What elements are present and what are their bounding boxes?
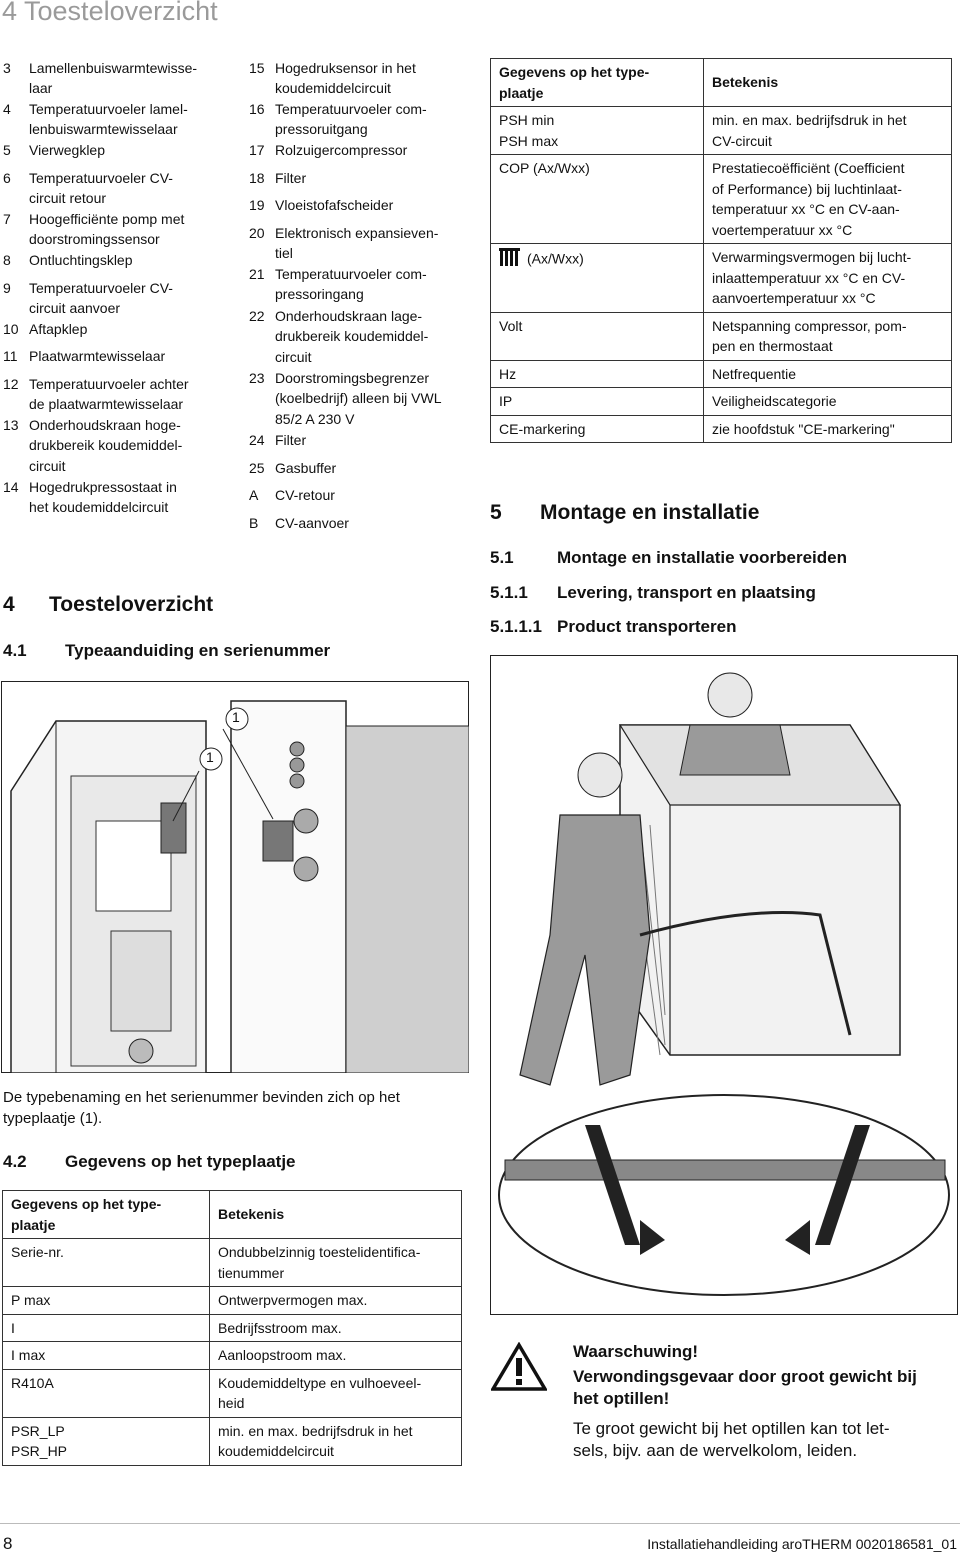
- item-number: 19: [249, 197, 265, 213]
- typeplate-table-b: [490, 58, 952, 443]
- table-row: [491, 155, 952, 244]
- warning-title: Waarschuwing!: [573, 1342, 698, 1361]
- section-title: Product transporteren: [557, 617, 737, 636]
- table-cell: Veiligheidscategorie: [704, 388, 952, 416]
- section-heading-4-1: [3, 641, 330, 661]
- item-number: 13: [3, 417, 19, 433]
- table-cell: PSH min PSH max: [491, 107, 704, 155]
- component-list-col2: [249, 58, 474, 538]
- table-cell: Bedrijfsstroom max.: [210, 1314, 462, 1342]
- item-text: CV-retour: [275, 487, 335, 503]
- figure-typeplate-location: [1, 681, 469, 1073]
- table-cell: I: [3, 1314, 210, 1342]
- table-cell: min. en max. bedrijfsdruk in het koudemiddelcircuit: [210, 1417, 462, 1465]
- table-header-cell: Betekenis: [210, 1191, 462, 1239]
- table-cell: Netfrequentie: [704, 360, 952, 388]
- item-number: 16: [249, 101, 265, 117]
- item-number: 18: [249, 170, 265, 186]
- table-cell: Ondubbelzinnig toestelidentifica- tienummer: [210, 1239, 462, 1287]
- callout-label: 1: [206, 749, 214, 765]
- table-cell: zie hoofdstuk "CE-markering": [704, 415, 952, 443]
- table-cell: P max: [3, 1287, 210, 1315]
- section-number: 5.1.1.1: [490, 617, 542, 636]
- item-text: Gasbuffer: [275, 460, 337, 476]
- item-number: 23: [249, 370, 265, 386]
- section-heading-4: [3, 593, 213, 617]
- table-row: [3, 1314, 462, 1342]
- table-header-cell: Gegevens op het type- plaatje: [491, 59, 704, 107]
- item-number: 4: [3, 101, 11, 117]
- item-number: 10: [3, 321, 19, 337]
- section-number: 5: [490, 501, 502, 524]
- page-header: [0, 0, 960, 36]
- callout-label: 1: [232, 709, 240, 725]
- item-number: 21: [249, 266, 265, 282]
- item-text: Temperatuurvoeler achter de plaatwarmtewisselaar: [29, 376, 189, 413]
- figure-transport-illustration: [490, 655, 958, 1315]
- item-number: 5: [3, 142, 11, 158]
- table-cell: Prestatiecoëfficiënt (Coefficient of Performance) bij luchtinlaat- temperatuur xx °C en CV-aan- voertemperatuur xx °C: [704, 155, 952, 244]
- table-row: [491, 415, 952, 443]
- item-number: 22: [249, 308, 265, 324]
- section-number: 5.1.1: [490, 583, 528, 602]
- section-heading-5-1-1: [490, 583, 816, 603]
- item-text: Doorstromingsbegrenzer (koelbedrijf) alleen bij VWL 85/2 A 230 V: [275, 370, 442, 427]
- table-cell: COP (Ax/Wxx): [491, 155, 704, 244]
- table-row: [491, 360, 952, 388]
- section-title: Gegevens op het typeplaatje: [65, 1152, 296, 1171]
- item-number: 20: [249, 225, 265, 241]
- item-text: Aftapklep: [29, 321, 88, 337]
- item-number: 9: [3, 280, 11, 296]
- item-text: Ontluchtingsklep: [29, 252, 133, 268]
- item-text: Temperatuurvoeler com- pressoruitgang: [275, 101, 427, 138]
- table-cell: Serie-nr.: [3, 1239, 210, 1287]
- table-cell: Ontwerpvermogen max.: [210, 1287, 462, 1315]
- page-header-title: 4 Toesteloverzicht: [2, 0, 218, 26]
- table-cell: CE-markering: [491, 415, 704, 443]
- unit-illustration: [1, 681, 469, 1073]
- section-number: 4.2: [3, 1152, 27, 1171]
- page-number: 8: [3, 1534, 13, 1553]
- table-row: [3, 1239, 462, 1287]
- table-cell: Netspanning compressor, pom- pen en thermostaat: [704, 312, 952, 360]
- item-text: Onderhoudskraan lage- drukbereik koudemiddel- circuit: [275, 308, 429, 365]
- section-heading-5-1: [490, 548, 847, 568]
- section-number: 4.1: [3, 641, 27, 660]
- table-row: [491, 388, 952, 416]
- section-title: Montage en installatie: [540, 501, 760, 524]
- item-number: 11: [3, 348, 18, 364]
- item-number: 12: [3, 376, 19, 392]
- item-number: 3: [3, 60, 11, 76]
- table-cell: Verwarmingsvermogen bij lucht- inlaattemperatuur xx °C en CV- aanvoertemperatuur xx °C: [704, 244, 952, 313]
- table-row: [491, 107, 952, 155]
- item-text: Vloeistofafscheider: [275, 197, 394, 213]
- typeplate-table-a: [2, 1190, 462, 1466]
- section-title: Montage en installatie voorbereiden: [557, 548, 848, 567]
- item-text: Temperatuurvoeler CV- circuit aanvoer: [29, 280, 173, 317]
- item-number: 24: [249, 432, 265, 448]
- item-text: Elektronisch expansieven- tiel: [275, 225, 439, 262]
- warning-icon: [491, 1342, 547, 1392]
- item-text: Rolzuigercompressor: [275, 142, 408, 158]
- section-title: Toesteloverzicht: [49, 593, 214, 616]
- item-number: 7: [3, 211, 11, 227]
- item-number: 14: [3, 479, 19, 495]
- table-cell: Volt: [491, 312, 704, 360]
- table-header-row: [491, 59, 952, 107]
- section-heading-4-2: [3, 1152, 296, 1172]
- table-header-cell: Gegevens op het type- plaatje: [3, 1191, 210, 1239]
- footer-divider: [0, 1523, 960, 1524]
- item-text: CV-aanvoer: [275, 515, 349, 531]
- table-row: [491, 312, 952, 360]
- transport-illustration: [490, 655, 958, 1315]
- table-row: [3, 1417, 462, 1465]
- table-row: [3, 1287, 462, 1315]
- item-number: 15: [249, 60, 265, 76]
- footer-document-title: Installatiehandleiding aroTHERM 0020186581_01: [647, 1536, 957, 1552]
- figure-caption: De typebenaming en het serienummer bevinden zich op het typeplaatje (1).: [3, 1089, 400, 1127]
- item-text: Temperatuurvoeler lamel- lenbuiswarmtewisselaar: [29, 101, 188, 138]
- section-heading-5-1-1-1: [490, 617, 736, 637]
- item-number: 17: [249, 142, 265, 158]
- item-text: Lamellenbuiswarmtewisse- laar: [29, 60, 198, 97]
- item-text: Filter: [275, 170, 307, 186]
- table-row: [3, 1342, 462, 1370]
- section-title: Levering, transport en plaatsing: [557, 583, 816, 602]
- item-text: Temperatuurvoeler com- pressoringang: [275, 266, 427, 303]
- section-number: 5.1: [490, 548, 514, 567]
- item-text: Onderhoudskraan hoge- drukbereik koudemiddel- circuit: [29, 417, 183, 474]
- item-number: A: [249, 487, 259, 503]
- section-heading-5: [490, 501, 759, 525]
- section-title: Typeaanduiding en serienummer: [65, 641, 331, 660]
- table-cell: I max: [3, 1342, 210, 1370]
- component-list-col1: [3, 58, 218, 528]
- item-text: Temperatuurvoeler CV- circuit retour: [29, 170, 173, 207]
- radiator-icon: [499, 247, 521, 273]
- table-cell-text: (Ax/Wxx): [527, 250, 584, 267]
- table-cell: IP: [491, 388, 704, 416]
- item-text: Hoogefficiënte pomp met doorstromingssensor: [29, 211, 185, 248]
- warning-text: Te groot gewicht bij het optillen kan tot let- sels, bijv. aan de wervelkolom, leiden.: [573, 1419, 890, 1460]
- item-number: 8: [3, 252, 11, 268]
- item-number: B: [249, 515, 259, 531]
- item-number: 25: [249, 460, 265, 476]
- warning-subtitle: Verwondingsgevaar door groot gewicht bij het optillen!: [573, 1367, 917, 1408]
- table-row: [3, 1369, 462, 1417]
- item-number: 6: [3, 170, 11, 186]
- table-cell: min. en max. bedrijfsdruk in het CV-circuit: [704, 107, 952, 155]
- table-cell: PSR_LP PSR_HP: [3, 1417, 210, 1465]
- table-header-cell: Betekenis: [704, 59, 952, 107]
- table-cell: Koudemiddeltype en vulhoeveel- heid: [210, 1369, 462, 1417]
- table-cell: Aanloopstroom max.: [210, 1342, 462, 1370]
- table-cell: [491, 244, 704, 313]
- table-row: [491, 244, 952, 313]
- item-text: Hogedruksensor in het koudemiddelcircuit: [275, 60, 416, 97]
- table-cell: R410A: [3, 1369, 210, 1417]
- table-header-row: [3, 1191, 462, 1239]
- item-text: Vierwegklep: [29, 142, 106, 158]
- table-cell: Hz: [491, 360, 704, 388]
- item-text: Plaatwarmtewisselaar: [29, 348, 166, 364]
- section-number: 4: [3, 593, 15, 616]
- item-text: Hogedrukpressostaat in het koudemiddelcircuit: [29, 479, 177, 516]
- item-text: Filter: [275, 432, 307, 448]
